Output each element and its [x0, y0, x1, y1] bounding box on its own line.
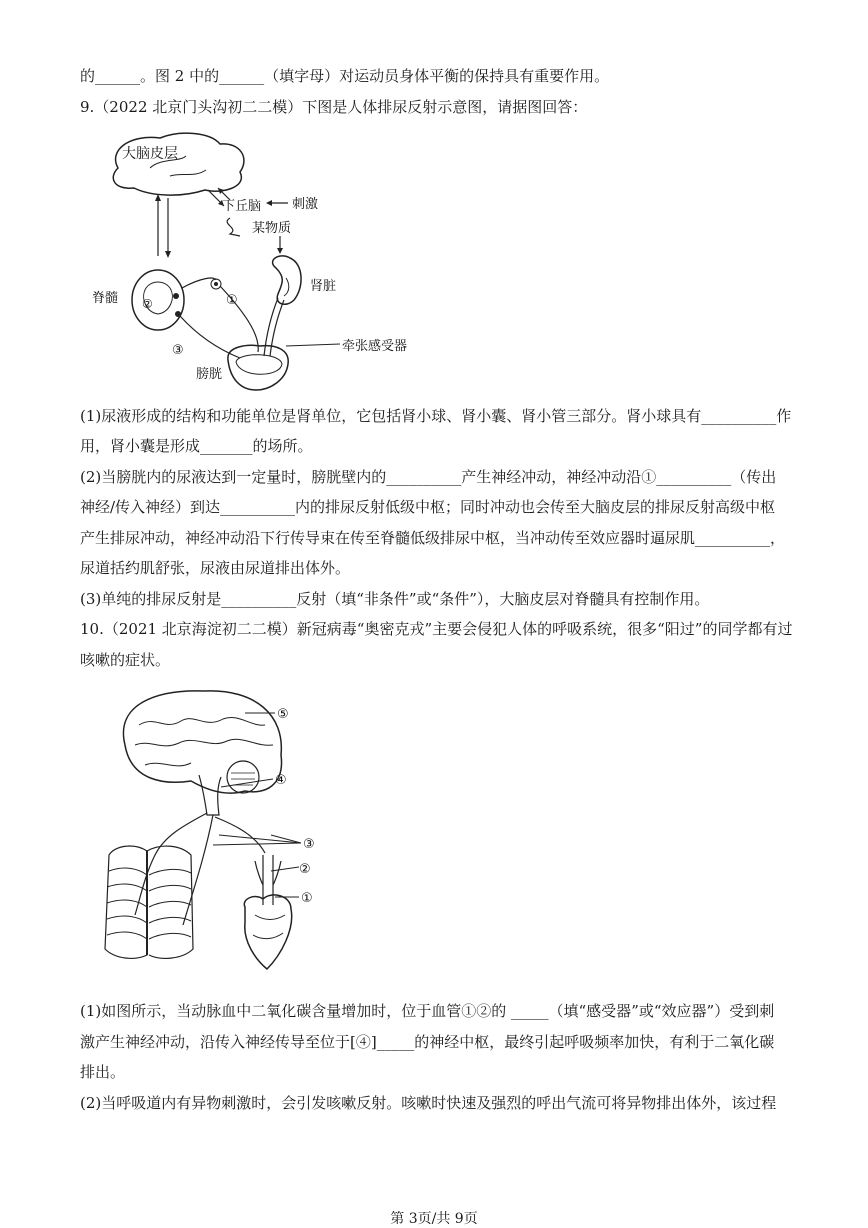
marker-1: ① — [301, 891, 313, 906]
page-footer: 第 3页/共 9页 — [390, 1211, 478, 1227]
spinal-cord-label: 脊髓 — [92, 291, 119, 306]
q9-part2-line-d: 尿道括约肌舒张，尿液由尿道排出体外。 — [80, 559, 351, 577]
heart-shape — [244, 895, 291, 969]
q10-part1-line-a: (1)如图所示，当动脉血中二氧化碳含量增加时，位于血管①②的 _____（填“感受器”或“效应器”）受到刺 — [80, 1002, 775, 1020]
question-10-title: 10.（2021 北京海淀初二二模）新冠病毒“奥密克戎”主要会侵犯人体的呼吸系统，很多“阳过”的同学都有过 — [80, 620, 793, 638]
cortex-shape — [113, 133, 244, 195]
q10-part1-line-b: 激产生神经冲动，沿传入神经传导至位于[④]_____的神经中枢，最终引起呼吸频率加快，有利于二氧化碳 — [80, 1033, 775, 1051]
kidney-label: 肾脏 — [310, 279, 337, 294]
q10-part2-line: (2)当呼吸道内有异物刺激时，会引发咳嗽反射。咳嗽时快速及强烈的呼出气流可将异物排出体外，该过程 — [80, 1094, 777, 1112]
respiratory-reflex-figure — [95, 685, 335, 975]
q9-part2-line-b: 神经/传入神经）到达__________内的排尿反射低级中枢；同时冲动也会传至大脑皮层的排尿反射高级中枢 — [80, 498, 776, 516]
q9-part2-line-a: (2)当膀胱内的尿液达到一定量时，膀胱壁内的__________产生神经冲动，神经冲动沿①__________（传出 — [80, 468, 777, 486]
question-10-title-cont: 咳嗽的症状。 — [80, 651, 171, 669]
cortex-label: 大脑皮层 — [122, 146, 178, 162]
marker-5: ⑤ — [277, 707, 289, 722]
marker-3: ③ — [303, 837, 315, 852]
urination-reflex-figure — [90, 128, 410, 393]
q9-part2-line-c: 产生排尿冲动，神经冲动沿下行传导束在传至脊髓低级排尿中枢，当冲动传至效应器时逼尿肌__________， — [80, 529, 786, 547]
bladder-shape — [228, 345, 288, 390]
marker-3: ③ — [172, 343, 184, 358]
q9-part1-line-a: (1)尿液形成的结构和功能单位是肾单位，它包括肾小球、肾小囊、肾小管三部分。肾小球具有__________作 — [80, 407, 792, 425]
marker-1: ① — [226, 293, 238, 308]
spinal-cord-shape — [132, 270, 184, 330]
marker-2: ② — [142, 297, 153, 311]
q9-part3-line: (3)单纯的排尿反射是__________反射（填“非条件”或“条件”），大脑皮层对脊髓具有控制作用。 — [80, 590, 710, 608]
marker-4: ④ — [275, 773, 287, 788]
marker-2: ② — [299, 862, 311, 877]
substance-label: 某物质 — [252, 221, 292, 236]
text-line: 的______。图 2 中的______（填字母）对运动员身体平衡的保持具有重要作用。 — [80, 67, 610, 85]
receptor-label: 牵张感受器 — [342, 339, 408, 354]
q9-part1-line-b: 用，肾小囊是形成_______的场所。 — [80, 437, 313, 455]
stimulus-label: 刺激 — [292, 197, 319, 212]
hypothalamus-label: 下丘脑 — [222, 199, 262, 214]
q10-part1-line-c: 排出。 — [80, 1063, 126, 1081]
bladder-label: 膀胱 — [196, 367, 223, 382]
question-9-title: 9.（2022 北京门头沟初二二模）下图是人体排尿反射示意图，请据图回答： — [80, 98, 588, 116]
